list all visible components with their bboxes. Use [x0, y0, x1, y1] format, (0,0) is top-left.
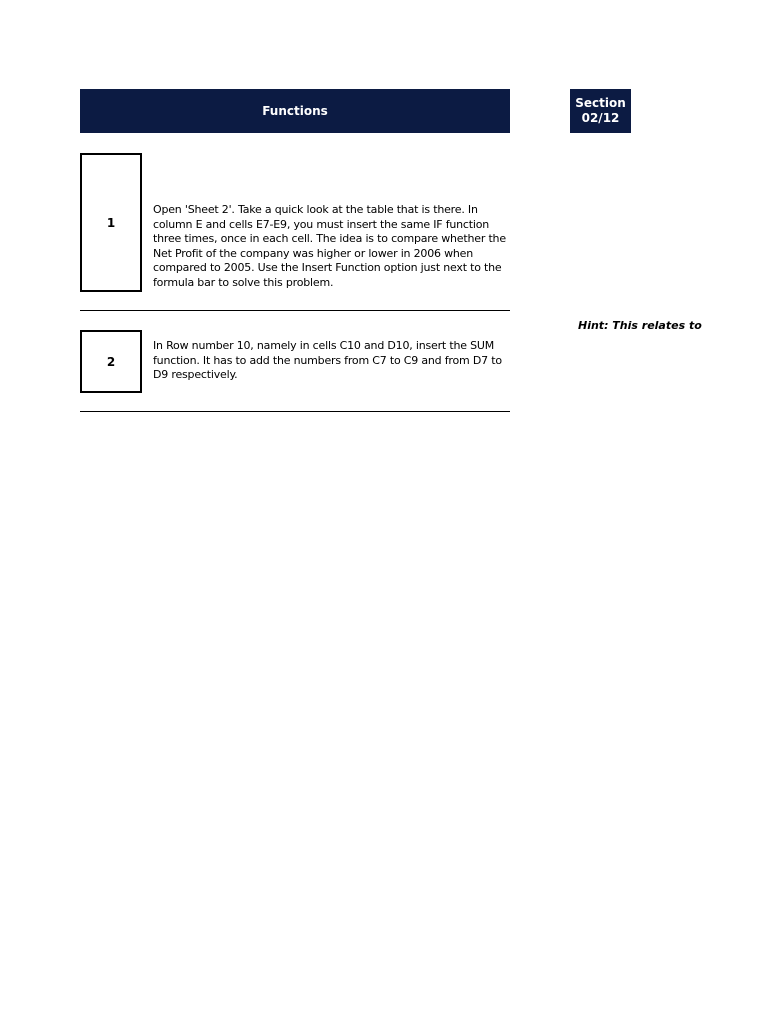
divider — [80, 411, 510, 412]
page-title: Functions — [262, 104, 328, 118]
hint-text: Hint: This relates to — [578, 319, 702, 332]
section-label: Section — [575, 96, 626, 110]
section-number: 02/12 — [581, 111, 620, 125]
section-badge — [570, 89, 631, 133]
task-number-box — [80, 153, 142, 292]
task-instruction: In Row number 10, namely in cells C10 and D10, insert the SUM function. It has to add the numbers from C7 to C9 and from D7 to D9 respectively. — [153, 339, 502, 381]
task-number: 1 — [106, 215, 116, 230]
task-number: 2 — [106, 354, 116, 369]
title-bar — [80, 89, 510, 133]
task-instruction: Open 'Sheet 2'. Take a quick look at the table that is there. In column E and cells E7-E9, you must insert the same IF function three times, once in each cell. The idea is to compare whether the Net Profit of the company was higher or lower in 2006 when compared to 2005. Use the Insert Function option just next to the formula bar to solve this problem. — [153, 203, 506, 289]
task-number-box — [80, 330, 142, 393]
divider — [80, 310, 510, 311]
